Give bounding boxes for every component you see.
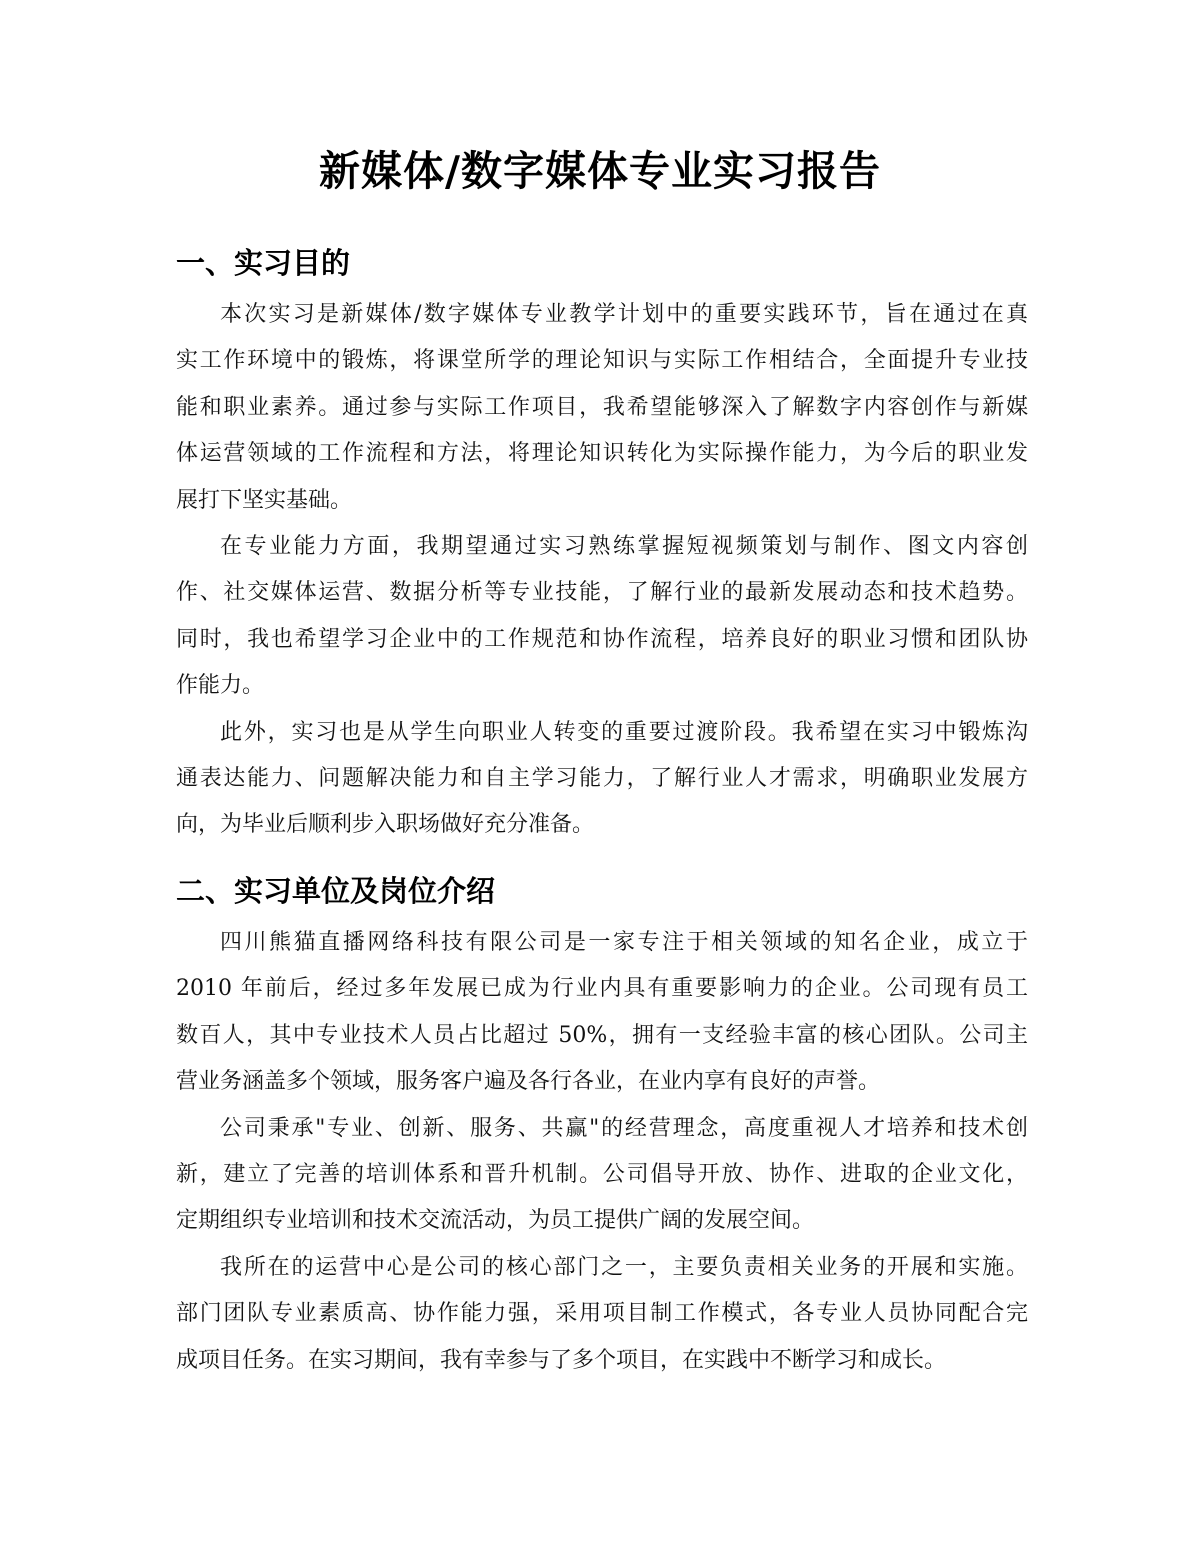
text-line: 2010 年前后，经过多年发展已成为行业内具有重要影响力的企业。公司现有员工 <box>176 976 1028 1002</box>
text-line: 营业务涵盖多个领域，服务客户遍及各行各业，在业内享有良好的声誉。 <box>176 1069 881 1095</box>
section-heading: 一、实习目的 <box>176 246 351 280</box>
text-line: 体运营领域的工作流程和方法，将理论知识转化为实际操作能力，为今后的职业发 <box>176 441 1028 467</box>
section-company-and-position <box>176 871 1028 1384</box>
text-line: 我所在的运营中心是公司的核心部门之一，主要负责相关业务的开展和实施。 <box>220 1254 1028 1280</box>
text-line: 能和职业素养。通过参与实际工作项目，我希望能够深入了解数字内容创作与新媒 <box>176 394 1028 420</box>
paragraph <box>176 1245 1028 1384</box>
paragraph <box>176 710 1028 849</box>
text-line: 作能力。 <box>176 673 265 699</box>
text-line: 此外，实习也是从学生向职业人转变的重要过渡阶段。我希望在实习中锻炼沟 <box>220 719 1028 745</box>
text-line: 展打下坚实基础。 <box>176 487 353 513</box>
section-heading: 二、实习单位及岗位介绍 <box>176 874 496 908</box>
text-line: 成项目任务。在实习期间，我有幸参与了多个项目，在实践中不断学习和成长。 <box>176 1347 947 1373</box>
paragraph <box>176 524 1028 710</box>
text-line: 实工作环境中的锻炼，将课堂所学的理论知识与实际工作相结合，全面提升专业技 <box>176 348 1028 374</box>
text-line: 在专业能力方面，我期望通过实习熟练掌握短视频策划与制作、图文内容创 <box>220 534 1028 560</box>
text-line: 作、社交媒体运营、数据分析等专业技能，了解行业的最新发展动态和技术趋势。 <box>176 580 1028 606</box>
document-title: 新媒体/数字媒体专业实习报告 <box>319 147 881 195</box>
text-line: 同时，我也希望学习企业中的工作规范和协作流程，培养良好的职业习惯和团队协 <box>176 626 1028 652</box>
text-line: 新，建立了完善的培训体系和晋升机制。公司倡导开放、协作、进取的企业文化， <box>176 1162 1028 1188</box>
text-line: 定期组织专业培训和技术交流活动，为员工提供广阔的发展空间。 <box>176 1208 815 1234</box>
section-internship-purpose <box>176 243 1028 849</box>
text-line: 公司秉承"专业、创新、服务、共赢"的经营理念，高度重视人才培养和技术创 <box>220 1115 1028 1141</box>
paragraph <box>176 292 1028 524</box>
text-line: 向，为毕业后顺利步入职场做好充分准备。 <box>176 812 595 838</box>
text-line: 四川熊猫直播网络科技有限公司是一家专注于相关领域的知名企业，成立于 <box>220 930 1028 955</box>
text-line: 部门团队专业素质高、协作能力强，采用项目制工作模式，各专业人员协同配合完 <box>176 1301 1028 1327</box>
text-line: 通表达能力、问题解决能力和自主学习能力，了解行业人才需求，明确职业发展方 <box>176 766 1028 792</box>
paragraph <box>176 1106 1028 1245</box>
text-line: 数百人，其中专业技术人员占比超过 50%，拥有一支经验丰富的核心团队。公司主 <box>176 1022 1028 1048</box>
paragraph <box>176 920 1028 1106</box>
text-line: 本次实习是新媒体/数字媒体专业教学计划中的重要实践环节，旨在通过在真 <box>220 302 1028 327</box>
